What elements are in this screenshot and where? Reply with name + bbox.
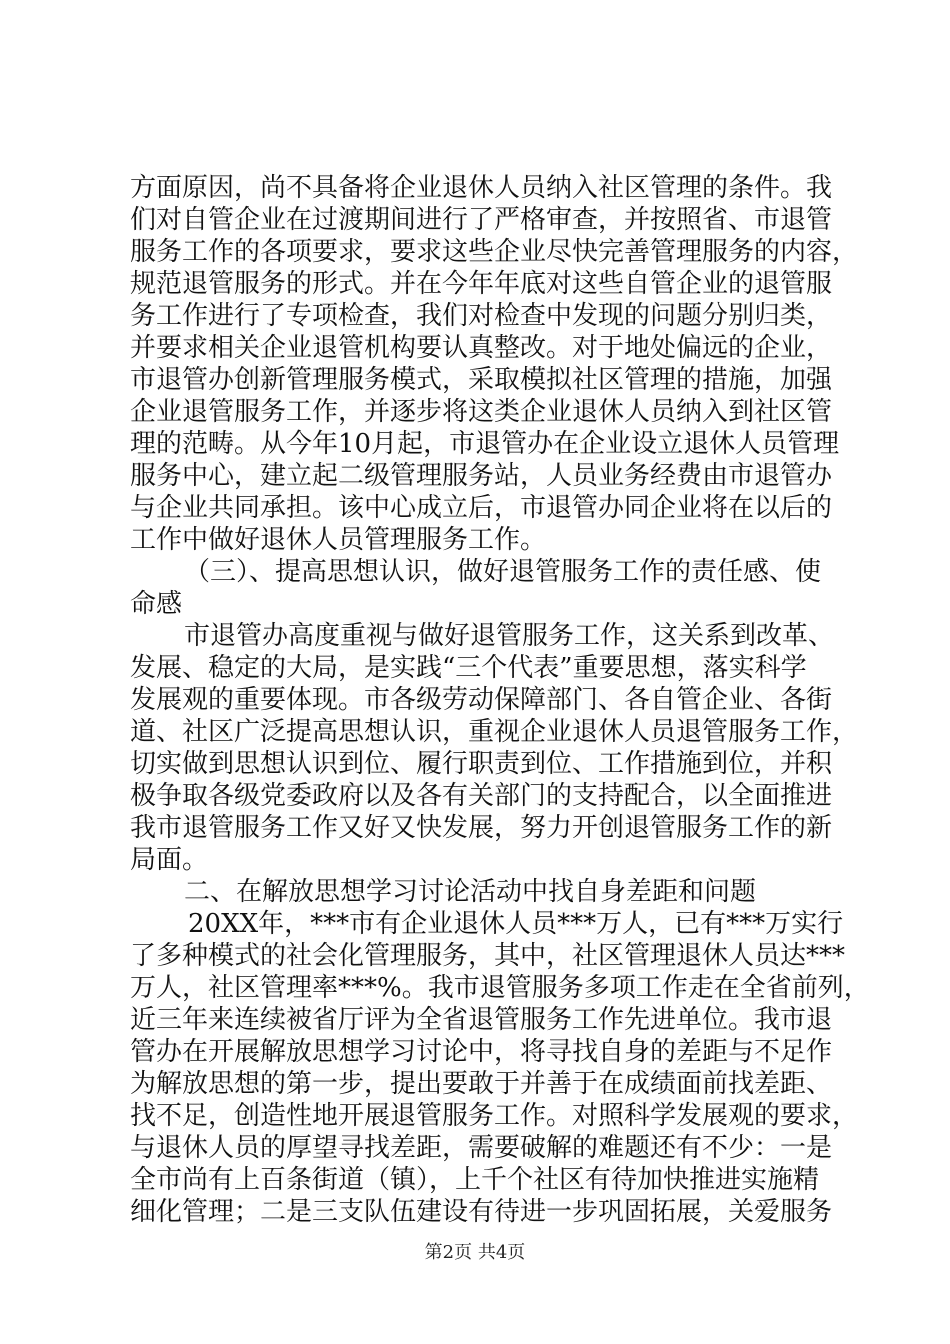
text-line: 万人，社区管理率***%。我市退管服务多项工作走在全省前列， bbox=[130, 973, 870, 1003]
text-line: 务工作进行了专项检查，我们对检查中发现的问题分别归类， bbox=[130, 301, 833, 331]
text-line: 了多种模式的社会化管理服务，其中，社区管理退休人员达*** bbox=[130, 941, 846, 971]
paragraph-start: 市退管办高度重视与做好退管服务工作，这关系到改革、 bbox=[184, 621, 835, 651]
text-line: 局面。 bbox=[130, 845, 209, 875]
text-line: 极争取各级党委政府以及各有关部门的支持配合，以全面推进 bbox=[130, 781, 833, 811]
text-line: 道、社区广泛提高思想认识，重视企业退休人员退管服务工作， bbox=[130, 717, 859, 747]
text-line: 理的范畴。从今年10月起，市退管办在企业设立退休人员管理 bbox=[130, 429, 840, 459]
text-line: 我市退管服务工作又好又快发展，努力开创退管服务工作的新 bbox=[130, 813, 833, 843]
page-footer bbox=[0, 1241, 950, 1265]
text-line: 服务工作的各项要求，要求这些企业尽快完善管理服务的内容， bbox=[130, 237, 859, 267]
text-line: 管办在开展解放思想学习讨论中，将寻找自身的差距与不足作 bbox=[130, 1037, 833, 1067]
text-line: 市退管办创新管理服务模式，采取模拟社区管理的措施，加强 bbox=[130, 365, 833, 395]
text-line: 细化管理；二是三支队伍建设有待进一步巩固拓展，关爱服务 bbox=[130, 1197, 833, 1227]
text-line: 方面原因，尚不具备将企业退休人员纳入社区管理的条件。我 bbox=[130, 173, 833, 203]
paragraph-start: 20XX年，***市有企业退休人员***万人，已有***万实行 bbox=[188, 909, 844, 939]
section-heading: 二、在解放思想学习讨论活动中找自身差距和问题 bbox=[184, 877, 757, 907]
text-line: 规范退管服务的形式。并在今年年底对这些自管企业的退管服 bbox=[130, 269, 833, 299]
section-heading: （三）、提高思想认识，做好退管服务工作的责任感、使 bbox=[184, 557, 822, 587]
text-line: 工作中做好退休人员管理服务工作。 bbox=[130, 525, 547, 555]
text-line: 与退休人员的厚望寻找差距，需要破解的难题还有不少：一是 bbox=[130, 1133, 833, 1163]
text-line: 发展、稳定的大局，是实践“三个代表”重要思想，落实科学 bbox=[130, 653, 807, 683]
text-line: 企业退管服务工作，并逐步将这类企业退休人员纳入到社区管 bbox=[130, 397, 833, 427]
section-heading-continued: 命感 bbox=[130, 589, 183, 619]
text-line: 们对自管企业在过渡期间进行了严格审查，并按照省、市退管 bbox=[130, 205, 833, 235]
document-body bbox=[130, 172, 870, 1228]
page-number-label: 第2页 共4页 bbox=[424, 1242, 526, 1263]
text-line: 并要求相关企业退管机构要认真整改。对于地处偏远的企业， bbox=[130, 333, 833, 363]
text-line: 发展观的重要体现。市各级劳动保障部门、各自管企业、各街 bbox=[130, 685, 833, 715]
text-line: 近三年来连续被省厅评为全省退管服务工作先进单位。我市退 bbox=[130, 1005, 833, 1035]
text-line: 为解放思想的第一步，提出要敢于并善于在成绩面前找差距、 bbox=[130, 1069, 833, 1099]
text-line: 切实做到思想认识到位、履行职责到位、工作措施到位，并积 bbox=[130, 749, 833, 779]
text-line: 服务中心，建立起二级管理服务站，人员业务经费由市退管办 bbox=[130, 461, 833, 491]
text-line: 与企业共同承担。该中心成立后，市退管办同企业将在以后的 bbox=[130, 493, 833, 523]
text-line: 找不足，创造性地开展退管服务工作。对照科学发展观的要求， bbox=[130, 1101, 859, 1131]
text-line: 全市尚有上百条街道（镇），上千个社区有待加快推进实施精 bbox=[130, 1165, 820, 1195]
